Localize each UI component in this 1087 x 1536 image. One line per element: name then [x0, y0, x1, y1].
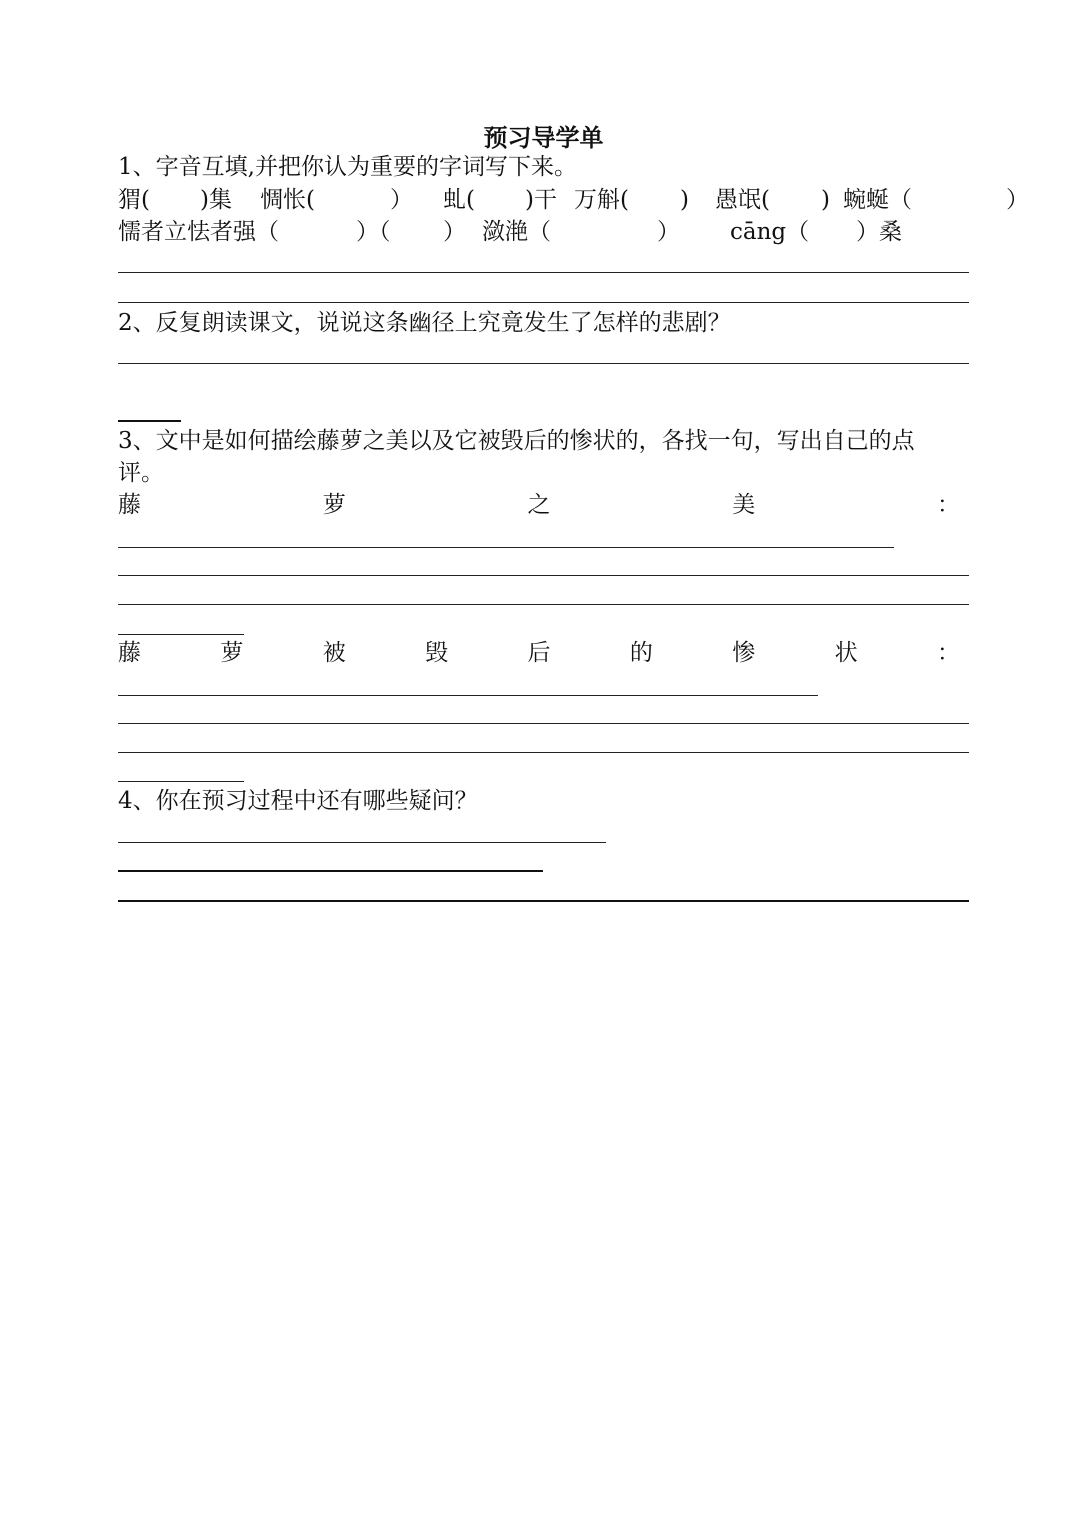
- answer-line[interactable]: [118, 870, 543, 872]
- label-char: ：: [937, 640, 960, 666]
- q1-row1-part: 惆怅(: [260, 187, 315, 213]
- question-1-prompt: 1、字音互填,并把你认为重要的字词写下来。: [118, 154, 577, 180]
- q1-row2-part: ）: [657, 219, 680, 245]
- answer-line[interactable]: [118, 695, 818, 696]
- answer-line[interactable]: [118, 900, 969, 902]
- q1-row1-part: )集: [200, 187, 232, 213]
- question-4-prompt: 4、你在预习过程中还有哪些疑问？: [118, 788, 478, 814]
- answer-line[interactable]: [118, 842, 606, 843]
- label-char: 后: [527, 640, 551, 666]
- label-char: 藤: [118, 492, 141, 518]
- label-char: 惨: [732, 640, 756, 666]
- answer-line[interactable]: [118, 781, 244, 782]
- q1-row2-part: ）（: [356, 219, 391, 245]
- q1-row1-part: 蜿蜒（: [843, 187, 912, 213]
- answer-line[interactable]: [118, 634, 244, 635]
- answer-line[interactable]: [118, 363, 969, 364]
- label-char: 状: [834, 640, 858, 666]
- q1-row1-part: 猬(: [118, 187, 150, 213]
- answer-line[interactable]: [118, 575, 969, 576]
- beauty-label: [118, 490, 960, 520]
- label-char: 毁: [425, 640, 449, 666]
- label-char: 美: [732, 492, 756, 518]
- q1-row2-part: 懦者立怯者强（: [118, 219, 279, 245]
- q1-row2-part: 潋滟（: [482, 219, 551, 245]
- answer-line[interactable]: [118, 547, 894, 548]
- label-char: 萝: [322, 492, 346, 518]
- q1-row1-part: ）: [390, 187, 413, 213]
- answer-line[interactable]: [118, 604, 969, 605]
- q1-row2-part: ）: [443, 219, 466, 245]
- q1-row1-part: ）: [1006, 187, 1029, 213]
- ruin-label: [118, 638, 960, 668]
- answer-line[interactable]: [118, 420, 181, 422]
- q1-row1-part: ): [821, 187, 830, 213]
- label-char: ：: [937, 492, 960, 518]
- label-char: 藤: [118, 640, 141, 666]
- page-title: 预习导学单: [483, 123, 604, 152]
- q1-row2-part: cāng（: [730, 219, 810, 245]
- question-3-prompt-continued: 评。: [118, 460, 164, 486]
- question-3-prompt: 3、文中是如何描绘藤萝之美以及它被毁后的惨状的，各找一句，写出自己的点: [118, 428, 915, 454]
- q1-row1-part: 虬(: [443, 187, 475, 213]
- label-char: 之: [527, 492, 551, 518]
- label-char: 被: [322, 640, 346, 666]
- label-char: 萝: [220, 640, 244, 666]
- answer-line[interactable]: [118, 272, 969, 273]
- answer-line[interactable]: [118, 723, 969, 724]
- q1-row1-part: )干: [525, 187, 557, 213]
- q1-row2-part: ）桑: [856, 219, 902, 245]
- q1-row1-part: 愚氓(: [715, 187, 770, 213]
- label-char: 的: [629, 640, 653, 666]
- answer-line[interactable]: [118, 752, 969, 753]
- q1-row1-part: 万斛(: [574, 187, 629, 213]
- question-2-prompt: 2、反复朗读课文，说说这条幽径上究竟发生了怎样的悲剧？: [118, 310, 731, 336]
- q1-row1-part: ): [680, 187, 689, 213]
- answer-line[interactable]: [118, 302, 969, 303]
